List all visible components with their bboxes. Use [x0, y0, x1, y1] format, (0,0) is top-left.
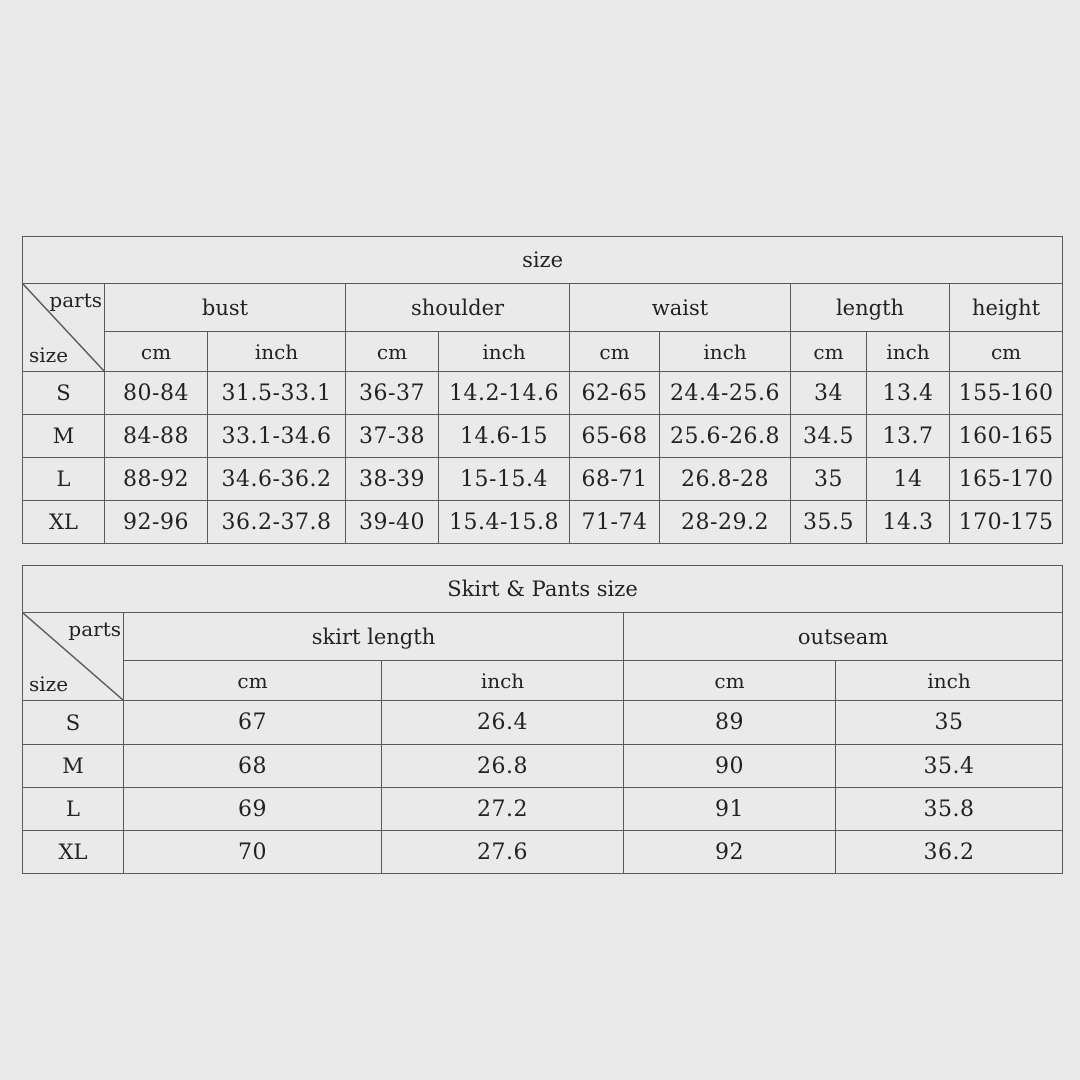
- table-row: [23, 745, 1063, 788]
- value-cell: 14.6-15: [439, 415, 570, 458]
- value-cell: 35: [836, 701, 1063, 745]
- value-cell: 88-92: [105, 458, 208, 501]
- value-cell: 34: [791, 372, 867, 415]
- value-cell: 15.4-15.8: [439, 501, 570, 544]
- group-header-shoulder: shoulder: [346, 284, 570, 332]
- value-cell: 92-96: [105, 501, 208, 544]
- value-cell: 25.6-26.8: [660, 415, 791, 458]
- value-cell: 38-39: [346, 458, 439, 501]
- value-cell: 91: [624, 788, 836, 831]
- table-row: [23, 372, 1063, 415]
- value-cell: 13.7: [867, 415, 950, 458]
- corner-header-cell: [23, 284, 105, 372]
- value-cell: 35.5: [791, 501, 867, 544]
- corner-parts-label: parts: [49, 288, 102, 312]
- value-cell: 71-74: [570, 501, 660, 544]
- unit-header-cell: cm: [570, 332, 660, 372]
- table-title-row: [23, 237, 1063, 284]
- group-header-skirt-length: skirt length: [124, 613, 624, 661]
- value-cell: 36.2: [836, 831, 1063, 874]
- unit-header-cell: inch: [439, 332, 570, 372]
- group-header-bust: bust: [105, 284, 346, 332]
- unit-header-row: [23, 661, 1063, 701]
- table-row: [23, 788, 1063, 831]
- value-cell: 67: [124, 701, 382, 745]
- value-cell: 24.4-25.6: [660, 372, 791, 415]
- group-header-length: length: [791, 284, 950, 332]
- group-header-waist: waist: [570, 284, 791, 332]
- unit-header-cell: cm: [105, 332, 208, 372]
- value-cell: 68-71: [570, 458, 660, 501]
- unit-header-row: [23, 332, 1063, 372]
- value-cell: 92: [624, 831, 836, 874]
- unit-header-cell: cm: [791, 332, 867, 372]
- value-cell: 27.6: [382, 831, 624, 874]
- value-cell: 170-175: [950, 501, 1063, 544]
- value-cell: 15-15.4: [439, 458, 570, 501]
- size-label-cell: S: [23, 372, 105, 415]
- unit-header-cell: inch: [382, 661, 624, 701]
- value-cell: 35.8: [836, 788, 1063, 831]
- unit-header-cell: inch: [208, 332, 346, 372]
- value-cell: 70: [124, 831, 382, 874]
- table-row: [23, 415, 1063, 458]
- value-cell: 33.1-34.6: [208, 415, 346, 458]
- unit-header-cell: cm: [346, 332, 439, 372]
- value-cell: 65-68: [570, 415, 660, 458]
- corner-parts-label: parts: [68, 617, 121, 641]
- table-row: [23, 701, 1063, 745]
- value-cell: 34.5: [791, 415, 867, 458]
- value-cell: 68: [124, 745, 382, 788]
- unit-header-cell: cm: [950, 332, 1063, 372]
- corner-size-label: size: [29, 343, 69, 367]
- size-label-cell: S: [23, 701, 124, 745]
- size-label-cell: XL: [23, 501, 105, 544]
- corner-size-label: size: [29, 672, 69, 696]
- value-cell: 89: [624, 701, 836, 745]
- size-chart-table: [22, 236, 1063, 544]
- value-cell: 13.4: [867, 372, 950, 415]
- value-cell: 37-38: [346, 415, 439, 458]
- unit-header-cell: inch: [836, 661, 1063, 701]
- size-label-cell: M: [23, 415, 105, 458]
- value-cell: 14: [867, 458, 950, 501]
- unit-header-cell: cm: [124, 661, 382, 701]
- value-cell: 28-29.2: [660, 501, 791, 544]
- value-cell: 26.8: [382, 745, 624, 788]
- value-cell: 155-160: [950, 372, 1063, 415]
- size-label-cell: L: [23, 788, 124, 831]
- value-cell: 39-40: [346, 501, 439, 544]
- value-cell: 34.6-36.2: [208, 458, 346, 501]
- group-header-outseam: outseam: [624, 613, 1063, 661]
- skirt-pants-size-table: [22, 565, 1063, 874]
- table-title: size: [23, 237, 1063, 284]
- table-row: [23, 831, 1063, 874]
- value-cell: 80-84: [105, 372, 208, 415]
- unit-header-cell: cm: [624, 661, 836, 701]
- value-cell: 26.4: [382, 701, 624, 745]
- corner-header-cell: [23, 613, 124, 701]
- table-row: [23, 501, 1063, 544]
- table-row: [23, 458, 1063, 501]
- size-label-cell: XL: [23, 831, 124, 874]
- value-cell: 31.5-33.1: [208, 372, 346, 415]
- value-cell: 160-165: [950, 415, 1063, 458]
- value-cell: 62-65: [570, 372, 660, 415]
- value-cell: 26.8-28: [660, 458, 791, 501]
- unit-header-cell: inch: [660, 332, 791, 372]
- value-cell: 27.2: [382, 788, 624, 831]
- group-header-row: [23, 284, 1063, 332]
- table-title: Skirt & Pants size: [23, 566, 1063, 613]
- value-cell: 36-37: [346, 372, 439, 415]
- value-cell: 36.2-37.8: [208, 501, 346, 544]
- value-cell: 35.4: [836, 745, 1063, 788]
- group-header-height: height: [950, 284, 1063, 332]
- group-header-row: [23, 613, 1063, 661]
- value-cell: 84-88: [105, 415, 208, 458]
- table-title-row: [23, 566, 1063, 613]
- value-cell: 35: [791, 458, 867, 501]
- size-label-cell: L: [23, 458, 105, 501]
- value-cell: 14.2-14.6: [439, 372, 570, 415]
- value-cell: 165-170: [950, 458, 1063, 501]
- value-cell: 90: [624, 745, 836, 788]
- size-label-cell: M: [23, 745, 124, 788]
- value-cell: 14.3: [867, 501, 950, 544]
- value-cell: 69: [124, 788, 382, 831]
- unit-header-cell: inch: [867, 332, 950, 372]
